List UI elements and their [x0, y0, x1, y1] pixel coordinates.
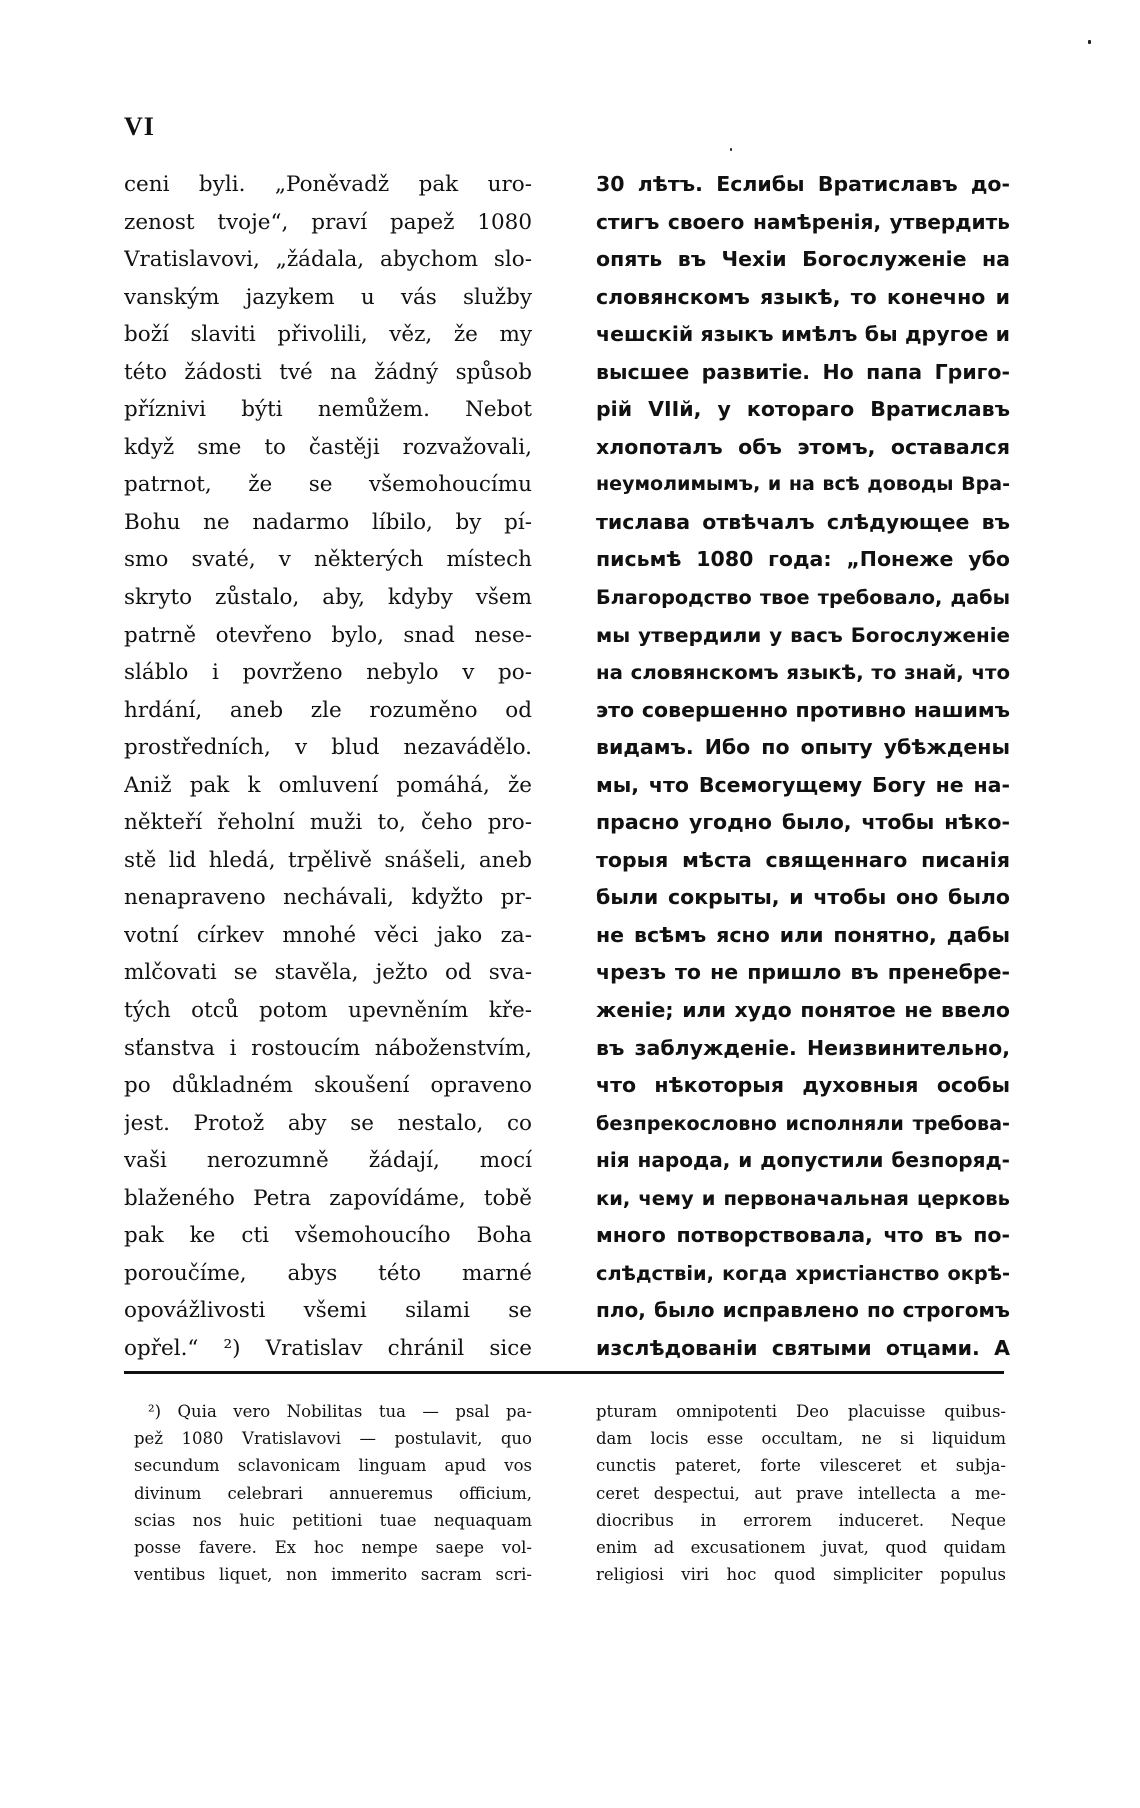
footnote-line: pež 1080 Vratislavovi — postulavit, quo: [134, 1429, 532, 1449]
text-line: хлопоталъ объ этомъ, оставался: [596, 434, 1010, 459]
text-line: ки, чему и первоначальная церковь: [596, 1186, 1010, 1210]
text-line: sťanstva i rostoucím náboženstvím,: [124, 1035, 532, 1061]
text-line: stě lid hledá, trpělivě snášeli, aneb: [124, 847, 532, 873]
text-line: vaši nerozumně žádají, mocí: [124, 1148, 532, 1174]
text-line: это совершенно противно нашимъ: [596, 697, 1010, 722]
text-line: не всѣмъ ясно или понятно, дабы: [596, 922, 1010, 947]
text-line: blaženého Petra zapovídáme, tobě: [124, 1185, 532, 1211]
text-line: Bohu ne nadarmo líbilo, by pí-: [124, 509, 532, 535]
body-column-left: [124, 166, 532, 1368]
text-line: въ заблужденіе. Неизвинительно,: [596, 1035, 1010, 1060]
footnote-column-right: [596, 1398, 1006, 1588]
text-line: мы утвердили у васъ Богослуженіе: [596, 623, 1010, 647]
text-line: опять въ Чехіи Богослуженіе на: [596, 247, 1010, 272]
text-line: vanským jazykem u vás služby: [124, 284, 532, 310]
text-line: po důkladném skoušení opraveno: [124, 1073, 532, 1099]
text-line: высшее развитіе. Но папа Григо-: [596, 359, 1010, 384]
footnote-line: religiosi viri hoc quod simpliciter populus: [596, 1565, 1006, 1585]
footnote-line: ventibus liquet, non immerito sacram scri-: [134, 1565, 532, 1585]
text-line: рій VIIй, у котораго Вратиславъ: [596, 397, 1010, 422]
text-line: zenost tvoje“, praví papež 1080: [124, 209, 532, 235]
text-line: изслѣдованіи святыми отцами. А: [596, 1335, 1010, 1360]
footnote-line: enim ad excusationem juvat, quod quidam: [596, 1537, 1006, 1557]
text-line: нія народа, и допустили безпоряд-: [596, 1148, 1010, 1173]
text-line: видамъ. Ибо по опыту убѣждены: [596, 735, 1010, 760]
text-line: hrdání, aneb zle rozuměno od: [124, 697, 532, 723]
body-column-right: [596, 166, 1010, 1368]
text-line: jest. Protož aby se nestalo, co: [124, 1110, 532, 1136]
text-line: sláblo i povrženo nebylo v po-: [124, 660, 532, 686]
footnote-line: ²) Quia vero Nobilitas tua — psal pa-: [148, 1402, 532, 1421]
text-line: patrně otevřeno bylo, snad nese-: [124, 622, 532, 648]
text-line: письмѣ 1080 года: „Понеже убо: [596, 547, 1010, 572]
text-line: словянскомъ языкѣ, то конечно и: [596, 284, 1010, 309]
text-line: неумолимымъ, и на всѣ доводы Вра-: [596, 473, 1010, 496]
text-line: безпрекословно исполняли требова-: [596, 1111, 1010, 1135]
text-line: стигъ своего намѣренія, утвердить: [596, 209, 1010, 234]
text-line: nenapraveno nechávali, kdyžto pr-: [124, 885, 532, 911]
footnote-line: ceret despectui, aut prave intellecta a me-: [596, 1483, 1006, 1503]
footnote-line: secundum sclavonicam linguam apud vos: [134, 1456, 532, 1476]
text-line: 30 лѣтъ. Еслибы Вратиславъ до-: [596, 172, 1010, 196]
text-line: чрезъ то не пришло въ пренебре-: [596, 960, 1010, 985]
footnote-line: scias nos huic petitioni tuae nequaquam: [134, 1510, 532, 1530]
text-line: тислава отвѣчалъ слѣдующее въ: [596, 509, 1010, 534]
text-line: boží slaviti přivolili, věz, že my: [124, 322, 532, 348]
text-line: Aniž pak k omluvení pomáhá, že: [124, 772, 532, 798]
text-line: Vratislavovi, „žádala, abychom slo-: [124, 247, 532, 273]
text-line: чешскій языкъ имѣлъ бы другое и: [596, 322, 1010, 347]
text-line: торыя мѣста священнаго писанія: [596, 847, 1010, 872]
footnote-line: divinum celebrari annueremus officium,: [134, 1483, 532, 1503]
footnote-line: cunctis pateret, forte vilesceret et subja-: [596, 1456, 1006, 1476]
text-line: что нѣкоторыя духовныя особы: [596, 1073, 1010, 1098]
text-line: když sme to častěji rozvažovali,: [124, 434, 532, 460]
text-line: пло, было исправлено по строгомъ: [596, 1298, 1010, 1323]
text-line: někteří řeholní muži to, čeho pro-: [124, 810, 532, 836]
text-line: на словянскомъ языкѣ, то знай, что: [596, 661, 1010, 685]
footnote-line: pturam omnipotenti Deo placuisse quibus-: [596, 1402, 1006, 1421]
text-line: votní církev mnohé věci jako za-: [124, 922, 532, 948]
footnote-column-left: [134, 1398, 532, 1588]
text-line: této žádosti tvé na žádný spůsob: [124, 359, 532, 385]
text-line: женіе; или худо понятое не ввело: [596, 998, 1010, 1023]
text-line: smo svaté, v některých místech: [124, 547, 532, 573]
text-line: прасно угодно было, чтобы нѣко-: [596, 810, 1010, 835]
text-line: были сокрыты, и чтобы оно было: [596, 885, 1010, 910]
text-line: tých otců potom upevněním kře-: [124, 998, 532, 1024]
text-line: příznivi býti nemůžem. Nebot: [124, 397, 532, 423]
text-line: ceni byli. „Poněvadž pak uro-: [124, 172, 532, 197]
text-line: mlčovati se stavěla, ježto od sva-: [124, 960, 532, 986]
footnote-line: dam locis esse occultam, ne si liquidum: [596, 1429, 1006, 1449]
text-line: много потворствовала, что въ по-: [596, 1223, 1010, 1248]
footnote-line: diocribus in errorem induceret. Neque: [596, 1510, 1006, 1530]
scan-speck: [730, 148, 732, 151]
footnote-line: posse favere. Ex hoc nempe saepe vol-: [134, 1537, 532, 1557]
text-line: opřel.“ ²) Vratislav chránil sice: [124, 1335, 532, 1361]
footnote-rule: [124, 1371, 1004, 1374]
page-number: VI: [124, 112, 155, 141]
text-line: мы, что Всемогущему Богу не на-: [596, 772, 1010, 797]
text-line: skryto zůstalo, aby, kdyby všem: [124, 585, 532, 611]
text-line: Благородство твое требовало, дабы: [596, 586, 1010, 610]
text-line: prostředních, v blud nezavádělo.: [124, 735, 532, 761]
text-line: poroučíme, abys této marné: [124, 1260, 532, 1286]
text-line: patrnot, že se všemohoucímu: [124, 472, 532, 498]
text-line: слѣдствіи, когда христіанство окрѣ-: [596, 1261, 1010, 1285]
text-line: pak ke cti všemohoucího Boha: [124, 1223, 532, 1249]
scan-speck: [1088, 40, 1091, 44]
text-line: opovážlivosti všemi silami se: [124, 1298, 532, 1324]
